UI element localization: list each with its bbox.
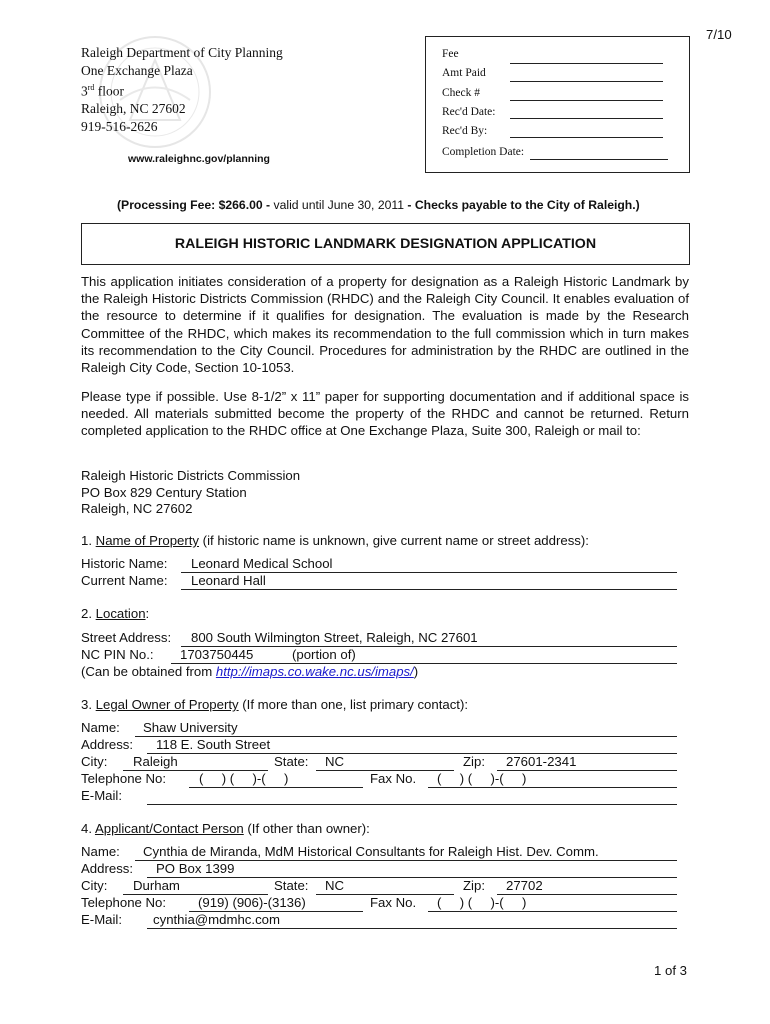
intro-paragraph: This application initiates consideration of a property for designation as a Raleigh Historic Landmark by the Raleigh Historic Districts Commission (RHDC) and the Raleigh City Council. It enables evaluation of the resource to determine if it qualifies for designation. The evaluation is made by the Research Committee of the RHDC, which makes its recommendation to the full commission which in turn makes its recommendation to the City Council. Procedures for administration by the RHDC are outlined in the Raleigh City Code, Section 10-1053. (81, 274, 689, 376)
check-label: Check # (442, 87, 481, 99)
fee-label: Fee (442, 48, 459, 60)
applicant-address-value: PO Box 1399 (156, 861, 235, 876)
applicant-city-label: City: (81, 878, 108, 893)
applicant-zip-label: Zip: (463, 878, 485, 893)
applicant-fax-value: ( ) ( )-( ) (437, 895, 527, 910)
applicant-phone-label: Telephone No: (81, 895, 167, 910)
applicant-name-label: Name: (81, 844, 120, 859)
department-name: Raleigh Department of City Planning (81, 45, 283, 60)
fee-notice: (Processing Fee: $266.00 - valid until June 30, 2011 - Checks payable to the City of Raleigh.) (117, 198, 640, 212)
pin-note: (portion of) (292, 647, 356, 662)
applicant-address-label: Address: (81, 861, 134, 876)
owner-phone-field[interactable] (189, 787, 363, 788)
section-3-heading: 3. Legal Owner of Property (If more than one, list primary contact): (81, 697, 469, 712)
applicant-fax-label: Fax No. (370, 895, 417, 910)
mail-line-3: Raleigh, NC 27602 (81, 501, 193, 516)
instructions-paragraph: Please type if possible. Use 8-1/2” x 11” paper for supporting documentation and if additional space is needed. All materials submitted become the property of the RHDC and cannot be returned. Return completed application to the RHDC office at One Exchange Plaza, Suite 300, Raleigh or mail to: (81, 389, 689, 439)
owner-address-label: Address: (81, 737, 134, 752)
owner-state-value: NC (325, 754, 345, 769)
page-number: 1 of 3 (654, 963, 687, 978)
recd-by-label: Rec'd By: (442, 125, 488, 137)
recd-by-line[interactable] (510, 137, 663, 138)
owner-phone-value: ( ) ( )-( ) (199, 771, 289, 786)
office-use-box (425, 36, 690, 173)
section-1-heading: 1. Name of Property (if historic name is unknown, give current name or street address): (81, 533, 589, 548)
mail-line-1: Raleigh Historic Districts Commission (81, 468, 301, 483)
applicant-email-label: E-Mail: (81, 912, 123, 927)
pin-value: 1703750445 (180, 647, 254, 662)
applicant-name-value: Cynthia de Miranda, MdM Historical Consultants for Raleigh Hist. Dev. Comm. (143, 844, 599, 859)
fee-line[interactable] (510, 63, 663, 64)
owner-zip-value: 27601-2341 (506, 754, 577, 769)
header-address-block (81, 44, 283, 135)
floor-line: 3rd floor (81, 83, 125, 99)
mailing-address (81, 468, 300, 518)
current-name-value: Leonard Hall (191, 573, 266, 588)
owner-email-field[interactable] (147, 804, 677, 805)
city-line: Raleigh, NC 27602 (81, 101, 186, 116)
section-2-heading: 2. Location: (81, 606, 150, 621)
section-4-heading: 4. Applicant/Contact Person (If other than owner): (81, 821, 370, 836)
street-address-field[interactable] (181, 646, 677, 647)
imaps-link[interactable]: http://imaps.co.wake.nc.us/imaps/ (215, 664, 414, 679)
phone-number: 919-516-2626 (81, 118, 158, 134)
street-address-value: 800 South Wilmington Street, Raleigh, NC 27601 (191, 630, 478, 645)
recd-date-label: Rec'd Date: (442, 106, 496, 118)
applicant-phone-value: (919) (906)-(3136) (198, 895, 306, 910)
owner-name-label: Name: (81, 720, 120, 735)
page-reference: 7/10 (706, 27, 732, 42)
amt-paid-line[interactable] (510, 81, 663, 82)
amt-paid-label: Amt Paid (442, 67, 486, 79)
street-address-label: Street Address: (81, 630, 172, 645)
applicant-address-field[interactable] (147, 877, 677, 878)
current-name-label: Current Name: (81, 573, 168, 588)
owner-city-value: Raleigh (133, 754, 178, 769)
owner-phone-label: Telephone No: (81, 771, 167, 786)
applicant-state-label: State: (274, 878, 309, 893)
recd-date-line[interactable] (510, 118, 663, 119)
pin-source-note: (Can be obtained from http://imaps.co.wake.nc.us/imaps/) (81, 664, 419, 679)
check-line[interactable] (510, 100, 663, 101)
completion-date-line[interactable] (530, 159, 668, 160)
owner-fax-field[interactable] (428, 787, 677, 788)
owner-city-label: City: (81, 754, 108, 769)
historic-name-label: Historic Name: (81, 556, 168, 571)
owner-fax-value: ( ) ( )-( ) (437, 771, 527, 786)
owner-zip-label: Zip: (463, 754, 485, 769)
owner-name-value: Shaw University (143, 720, 238, 735)
owner-address-field[interactable] (147, 753, 677, 754)
mail-line-2: PO Box 829 Century Station (81, 484, 247, 500)
applicant-city-value: Durham (133, 878, 180, 893)
owner-address-value: 118 E. South Street (156, 737, 271, 752)
website-link[interactable]: www.raleighnc.gov/planning (128, 153, 270, 165)
applicant-fax-field[interactable] (428, 911, 677, 912)
historic-name-value: Leonard Medical School (191, 556, 333, 571)
applicant-state-value: NC (325, 878, 345, 893)
completion-date-label: Completion Date: (442, 146, 525, 158)
title-box (81, 223, 690, 265)
current-name-field[interactable] (181, 589, 677, 590)
pin-label: NC PIN No.: (81, 647, 154, 662)
applicant-email-value: cynthia@mdmhc.com (153, 912, 280, 927)
owner-state-label: State: (274, 754, 309, 769)
page-title: RALEIGH HISTORIC LANDMARK DESIGNATION APPLICATION (174, 236, 597, 252)
owner-fax-label: Fax No. (370, 771, 417, 786)
applicant-email-field[interactable] (147, 928, 677, 929)
address-line: One Exchange Plaza (81, 62, 193, 78)
owner-email-label: E-Mail: (81, 788, 123, 803)
applicant-zip-value: 27702 (506, 878, 543, 893)
